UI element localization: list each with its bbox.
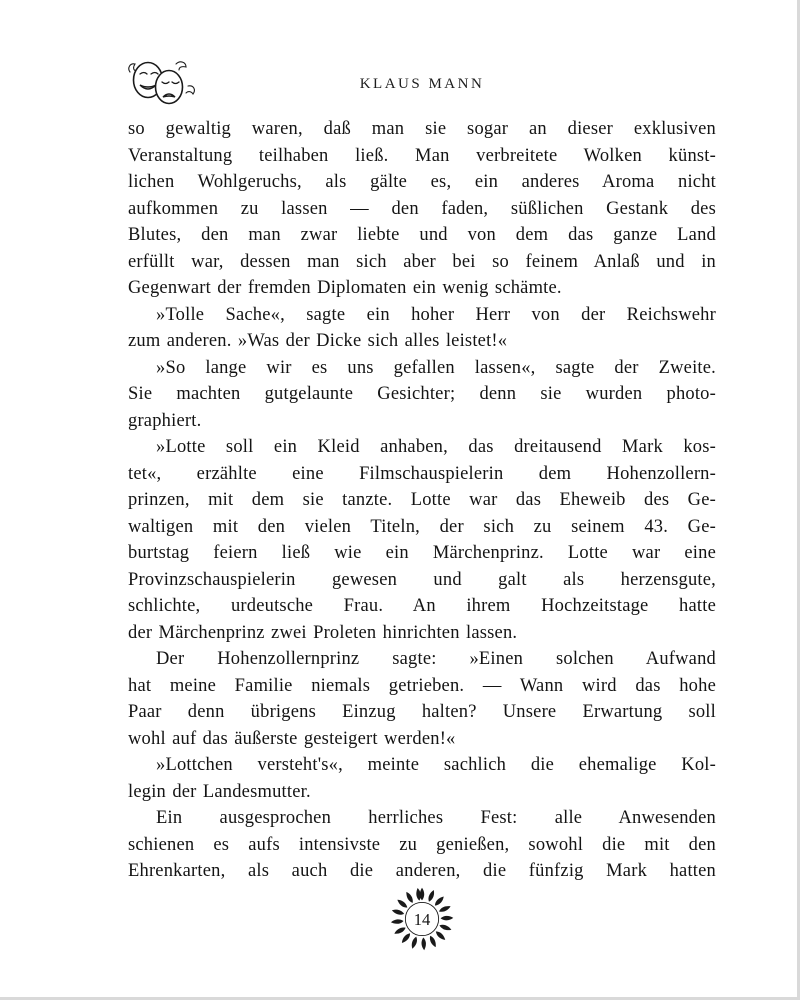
text-line: wohl auf das äußerste gesteigert werden!« xyxy=(128,728,456,749)
text-line: burtstag feiern ließ wie ein Märchenprinz. Lotte war eine xyxy=(128,543,716,563)
text-line: legin der Landesmutter. xyxy=(128,781,311,802)
text-line: Provinzschauspielerin gewesen und galt als herzensgute, xyxy=(128,569,716,590)
text-line: Blutes, den man zwar liebte und von dem das ganze Land xyxy=(128,225,716,245)
page-header xyxy=(128,58,716,112)
text-line: prinzen, mit dem sie tanzte. Lotte war das Eheweib des Ge- xyxy=(128,490,716,510)
text-line: aufkommen zu lassen — den faden, süßlichen Gestank des xyxy=(128,198,716,219)
text-line: der Märchenprinz zwei Proleten hinrichten lassen. xyxy=(128,622,518,643)
text-line: Sie machten gutgelaunte Gesichter; denn sie wurden photo- xyxy=(128,384,716,404)
text-line: hat meine Familie niemals getrieben. — Wann wird das hohe xyxy=(128,675,716,696)
text-line: Ehrenkarten, als auch die anderen, die fünfzig Mark hatten xyxy=(128,861,716,881)
text-line: graphiert. xyxy=(128,410,202,431)
text-line: schlichte, urdeutsche Frau. An ihrem Hochzeitstage hatte xyxy=(128,596,716,616)
text-line: »Tolle Sache«, sagte ein hoher Herr von der Reichswehr xyxy=(156,304,716,325)
text-line: erfüllt war, dessen man sich aber bei so feinem Anlaß und in xyxy=(128,251,716,272)
text-line: lichen Wohlgeruchs, als gälte es, ein anderes Aroma nicht xyxy=(128,172,716,192)
text-line: »So lange wir es uns gefallen lassen«, sagte der Zweite. xyxy=(156,357,716,378)
page-number: 14 xyxy=(413,909,431,929)
text-line: Paar denn übrigens Einzug halten? Unsere Erwartung soll xyxy=(128,702,716,722)
text-line: zum anderen. »Was der Dicke sich alles leistet!« xyxy=(128,331,508,351)
text-line: »Lotte soll ein Kleid anhaben, das dreitausend Mark kos- xyxy=(156,437,716,457)
running-head-author: KLAUS MANN xyxy=(359,76,485,92)
text-line: tet«, erzählte eine Filmschauspielerin dem Hohenzollern- xyxy=(128,463,716,484)
text-line: Gegenwart der fremden Diplomaten ein wenig schämte. xyxy=(128,278,562,298)
text-line: so gewaltig waren, daß man sie sogar an dieser exklusiven xyxy=(128,119,716,139)
text-line: waltigen mit den vielen Titeln, der sich zu seinem 43. Ge- xyxy=(128,516,716,537)
page-number-ornament xyxy=(378,886,466,952)
text-line: Veranstaltung teilhaben ließ. Man verbreitete Wolken künst- xyxy=(128,145,716,166)
text-body xyxy=(128,116,716,885)
text-line: Ein ausgesprochen herrliches Fest: alle Anwesenden xyxy=(156,808,716,828)
text-line: »Lottchen versteht's«, meinte sachlich die ehemalige Kol- xyxy=(156,755,716,775)
text-line: Der Hohenzollernprinz sagte: »Einen solchen Aufwand xyxy=(156,649,716,669)
text-line: schienen es aufs intensivste zu genießen, sowohl die mit den xyxy=(128,834,716,855)
